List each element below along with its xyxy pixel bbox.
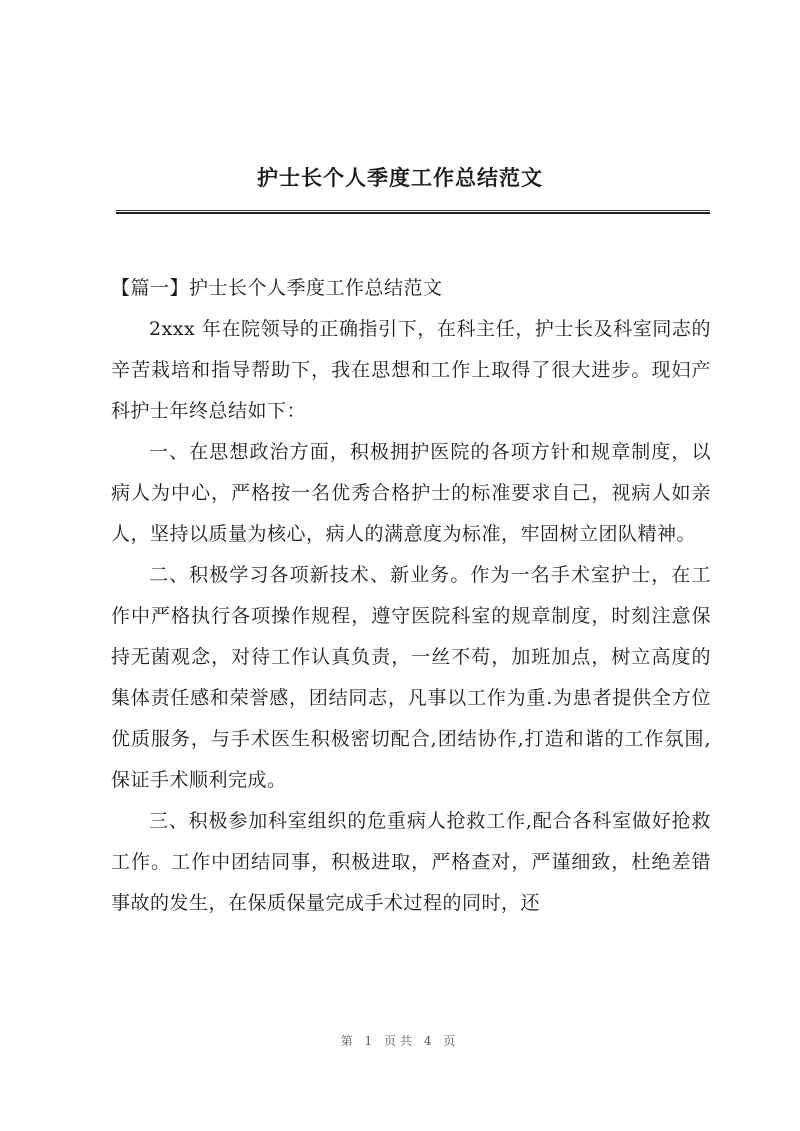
paragraph-item-2: 二、积极学习各项新技术、新业务。作为一名手术室护士，在工作中严格执行各项操作规程，遵守医院科室的规章制度，时刻注意保持无菌观念，对待工作认真负责，一丝不苟，加班加点，树立高度的集体责任感和荣誉感，团结同志，凡事以工作为重.为患者提供全方位优质服务，与手术医生积极密切配合,团结协作,打造和谐的工作氛围,保证手术顺利完成。 [111,564,711,791]
paragraph-item-3: 三、积极参加科室组织的危重病人抢救工作,配合各科室做好抢救工作。工作中团结同事，积极进取，严格查对，严谨细致，杜绝差错事故的发生，在保质保量完成手术过程的同时，还 [111,810,711,914]
title-divider [116,210,710,214]
page-footer: 第 1 页共 4 页 [340,1034,460,1048]
paragraph-intro: 2xxx 年在院领导的正确指引下，在科主任，护士长及科室同志的辛苦栽培和指导帮助下，我在思想和工作上取得了很大进步。现妇产科护士年终总结如下： [111,318,711,422]
document-body [111,268,711,924]
document-title: 护士长个人季度工作总结范文 [257,166,543,190]
section-heading: 【篇一】护士长个人季度工作总结范文 [111,277,443,299]
paragraph-item-1: 一、在思想政治方面，积极拥护医院的各项方针和规章制度，以病人为中心，严格按一名优秀合格护士的标准要求自己，视病人如亲人，坚持以质量为核心，病人的满意度为标准，牢固树立团队精神。 [111,441,711,545]
